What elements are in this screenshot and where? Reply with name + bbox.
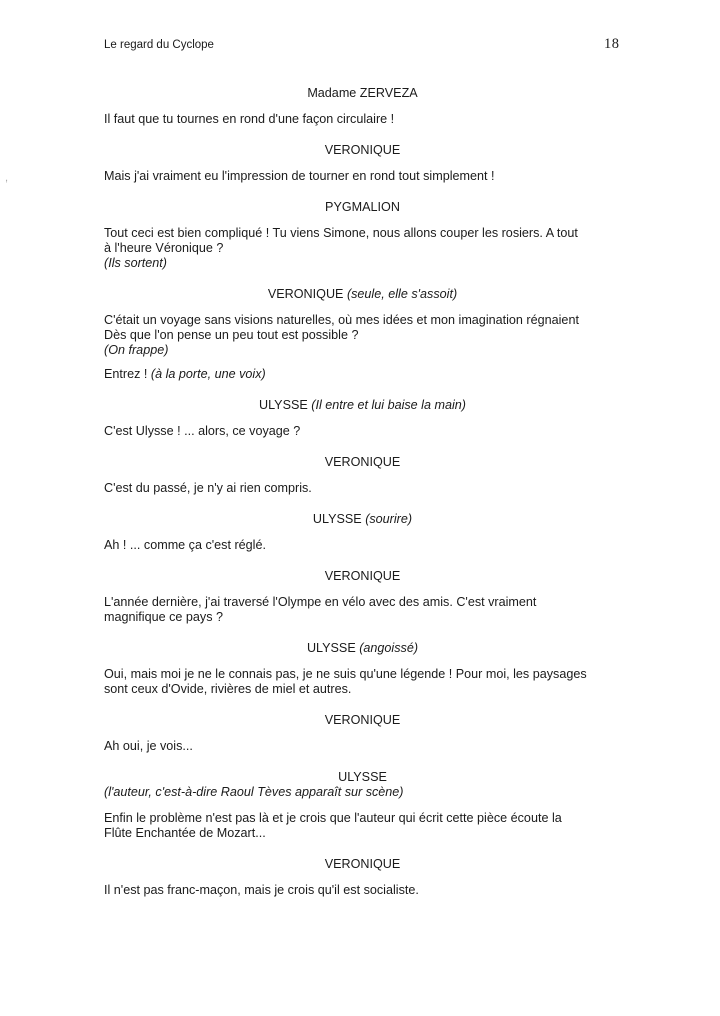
cue-stage-direction: (Il entre et lui baise la main) [311, 398, 466, 412]
character-cue [104, 641, 621, 656]
dialogue-line: Ah oui, je vois... [104, 739, 193, 753]
speech-block [104, 883, 621, 898]
dialogue-line: magnifique ce pays ? [104, 610, 224, 624]
character-name: ULYSSE (Il entre et lui baise la main) [259, 398, 466, 412]
character-cue [104, 512, 621, 527]
dialogue-line: Ah ! ... comme ça c'est réglé. [104, 538, 266, 552]
scan-artifact: , [5, 172, 9, 184]
stage-direction: (l'auteur, c'est-à-dire Raoul Tèves apparaît sur scène) [104, 785, 404, 799]
dialogue-line: Oui, mais moi je ne le connais pas, je ne suis qu'une légende ! Pour moi, les paysages [104, 667, 587, 681]
dialogue-line: Enfin le problème n'est pas là et je crois que l'auteur qui écrit cette pièce écoute la [104, 811, 562, 825]
character-name: ULYSSE [338, 770, 387, 784]
dialogue-line [104, 256, 621, 271]
character-cue [104, 287, 621, 302]
speech-block [104, 538, 621, 553]
dialogue-line: Il n'est pas franc-maçon, mais je crois qu'il est socialiste. [104, 883, 419, 897]
character-name: VERONIQUE [324, 857, 401, 871]
character-name: VERONIQUE [324, 455, 401, 469]
character-name: PYGMALION [325, 200, 400, 214]
stage-direction: (Ils sortent) [104, 256, 167, 270]
speech-block [104, 226, 621, 271]
dialogue-line: à l'heure Véronique ? [104, 241, 224, 255]
speech-block [104, 313, 621, 358]
dialogue-line: Entrez ! (à la porte, une voix) [104, 367, 266, 381]
character-cue [104, 770, 621, 800]
dialogue-line [104, 343, 621, 358]
character-name: ULYSSE (angoissé) [306, 641, 419, 655]
script-body [104, 86, 621, 914]
speech-block [104, 169, 621, 184]
character-name: VERONIQUE [324, 569, 401, 583]
speech-block [104, 811, 621, 841]
dialogue-line: Mais j'ai vraiment eu l'impression de tourner en rond tout simplement ! [104, 169, 495, 183]
character-name: VERONIQUE [324, 143, 401, 157]
speech-block [104, 367, 621, 382]
character-cue [104, 143, 621, 158]
dialogue-line: C'était un voyage sans visions naturelles, où mes idées et mon imagination régnaient [104, 313, 579, 327]
dialogue-line: sont ceux d'Ovide, rivières de miel et autres. [104, 682, 352, 696]
dialogue-line: Flûte Enchantée de Mozart... [104, 826, 266, 840]
character-name: Madame ZERVEZA [307, 86, 418, 100]
speech-block [104, 667, 621, 697]
character-name: VERONIQUE [324, 713, 401, 727]
character-cue [104, 86, 621, 101]
speech-block [104, 112, 621, 127]
dialogue-line: Il faut que tu tournes en rond d'une façon circulaire ! [104, 112, 395, 126]
cue-stage-direction: (angoissé) [359, 641, 419, 655]
speech-block [104, 424, 621, 439]
speech-block [104, 739, 621, 754]
character-cue [104, 455, 621, 470]
character-cue [104, 200, 621, 215]
cue-stage-direction: (seule, elle s'assoit) [346, 287, 458, 301]
character-name: ULYSSE (sourire) [312, 512, 413, 526]
dialogue-line: Tout ceci est bien compliqué ! Tu viens Simone, nous allons couper les rosiers. A tout [104, 226, 578, 240]
character-cue [104, 569, 621, 584]
stage-direction: (On frappe) [104, 343, 169, 357]
dialogue-line: C'est Ulysse ! ... alors, ce voyage ? [104, 424, 301, 438]
document-header-title: Le regard du Cyclope [104, 39, 214, 51]
dialogue-line: C'est du passé, je n'y ai rien compris. [104, 481, 312, 495]
speech-block [104, 595, 621, 625]
cue-stage-direction: (sourire) [365, 512, 413, 526]
dialogue-line: Dès que l'on pense un peu tout est possible ? [104, 328, 359, 342]
stage-direction: (à la porte, une voix) [150, 367, 266, 381]
character-cue [104, 398, 621, 413]
character-name: VERONIQUE (seule, elle s'assoit) [267, 287, 458, 301]
page-number: 18 [604, 36, 620, 52]
speech-block [104, 481, 621, 496]
character-cue [104, 713, 621, 728]
character-cue [104, 857, 621, 872]
dialogue-line: L'année dernière, j'ai traversé l'Olympe en vélo avec des amis. C'est vraiment [104, 595, 537, 609]
